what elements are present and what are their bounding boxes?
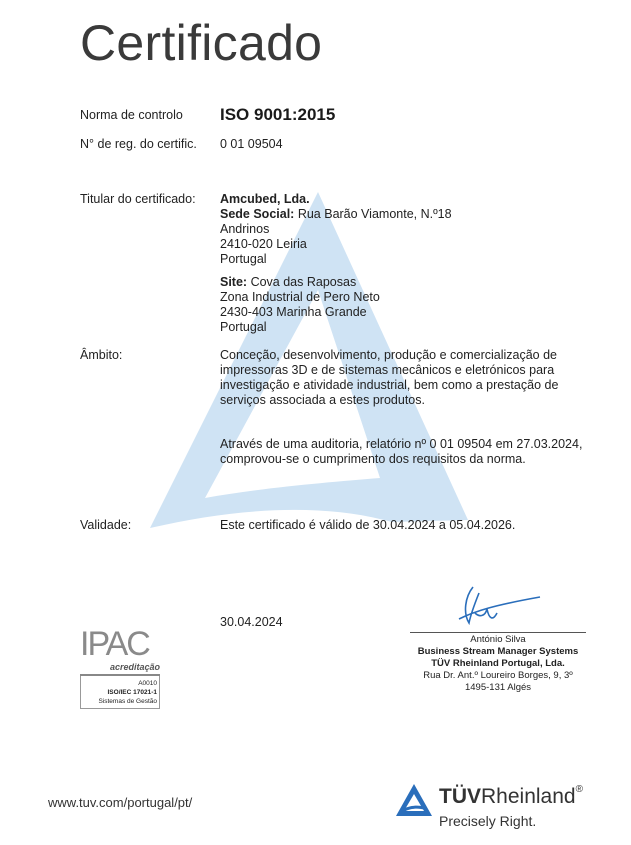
signature-icon	[445, 583, 545, 629]
hq-line1: Rua Barão Viamonte, N.º18	[297, 207, 452, 221]
registered-mark: ®	[575, 784, 583, 795]
ipac-logo-text: IPAC	[80, 625, 149, 663]
scope-text	[220, 348, 558, 408]
website-link[interactable]: www.tuv.com/portugal/pt/	[48, 795, 193, 810]
standard-value: ISO 9001:2015	[220, 105, 336, 124]
signature-line	[410, 632, 586, 633]
issue-date: 30.04.2024	[220, 615, 283, 629]
signatory-address2: 1495-131 Algés	[464, 682, 532, 693]
validity-label: Validade:	[80, 518, 132, 532]
scope-label: Âmbito:	[80, 348, 123, 362]
scope-line: impressoras 3D e de sistemas mecânicos e eletrónicos para	[220, 363, 555, 377]
brand-regular: Rheinland	[481, 785, 576, 808]
certificate-title: Certificado	[80, 15, 323, 71]
signatory-name: António Silva	[470, 634, 526, 645]
tuv-rheinland-logo	[395, 783, 615, 835]
ipac-code: A0010	[138, 680, 157, 687]
scope-line: serviços associada a estes produtos.	[220, 393, 425, 407]
scope-line: investigação e atividade industrial, bem como a prestação de	[220, 378, 559, 392]
holder-label: Titular do certificado:	[80, 192, 196, 206]
signatory-role: Business Stream Manager Systems	[417, 646, 579, 657]
validity-value: Este certificado é válido de 30.04.2024 a 05.04.2026.	[220, 518, 516, 532]
hq-line3: 2410-020 Leiria	[220, 237, 307, 251]
hq-label: Sede Social:	[220, 207, 295, 221]
signatory-block	[405, 634, 591, 694]
ipac-standard: ISO/IEC 17021-1	[107, 689, 157, 696]
tuv-triangle-icon	[395, 783, 433, 817]
site-line2: Zona Industrial de Pero Neto	[220, 290, 380, 304]
holder-block	[220, 192, 452, 335]
audit-line: Através de uma auditoria, relatório nº 0 01 09504 em 27.03.2024,	[220, 437, 583, 451]
holder-name: Amcubed, Lda.	[220, 192, 310, 206]
standard-label: Norma de controlo	[80, 108, 183, 122]
reg-number-label: N° de reg. do certific.	[80, 137, 197, 151]
audit-line: comprovou-se o cumprimento dos requisitos da norma.	[220, 452, 526, 466]
brand-slogan: Precisely Right.	[439, 813, 537, 829]
site-label: Site:	[220, 275, 248, 289]
brand-bold: TÜV	[439, 785, 481, 808]
hq-line4: Portugal	[220, 252, 267, 266]
site-line3: 2430-403 Marinha Grande	[220, 305, 367, 319]
scope-line: Conceção, desenvolvimento, produção e comercialização de	[220, 348, 557, 362]
site-line4: Portugal	[220, 320, 267, 334]
ipac-logo-sub: acreditação	[80, 662, 160, 676]
ipac-scope: Sistemas de Gestão	[98, 698, 157, 705]
audit-text	[220, 437, 582, 467]
signatory-address1: Rua Dr. Ant.º Loureiro Borges, 9, 3º	[423, 670, 573, 681]
signatory-company: TÜV Rheinland Portugal, Lda.	[431, 658, 565, 669]
site-line1: Cova das Raposas	[250, 275, 357, 289]
reg-number-value: 0 01 09504	[220, 137, 283, 151]
hq-line2: Andrinos	[220, 222, 270, 236]
ipac-accreditation-logo	[80, 626, 160, 709]
